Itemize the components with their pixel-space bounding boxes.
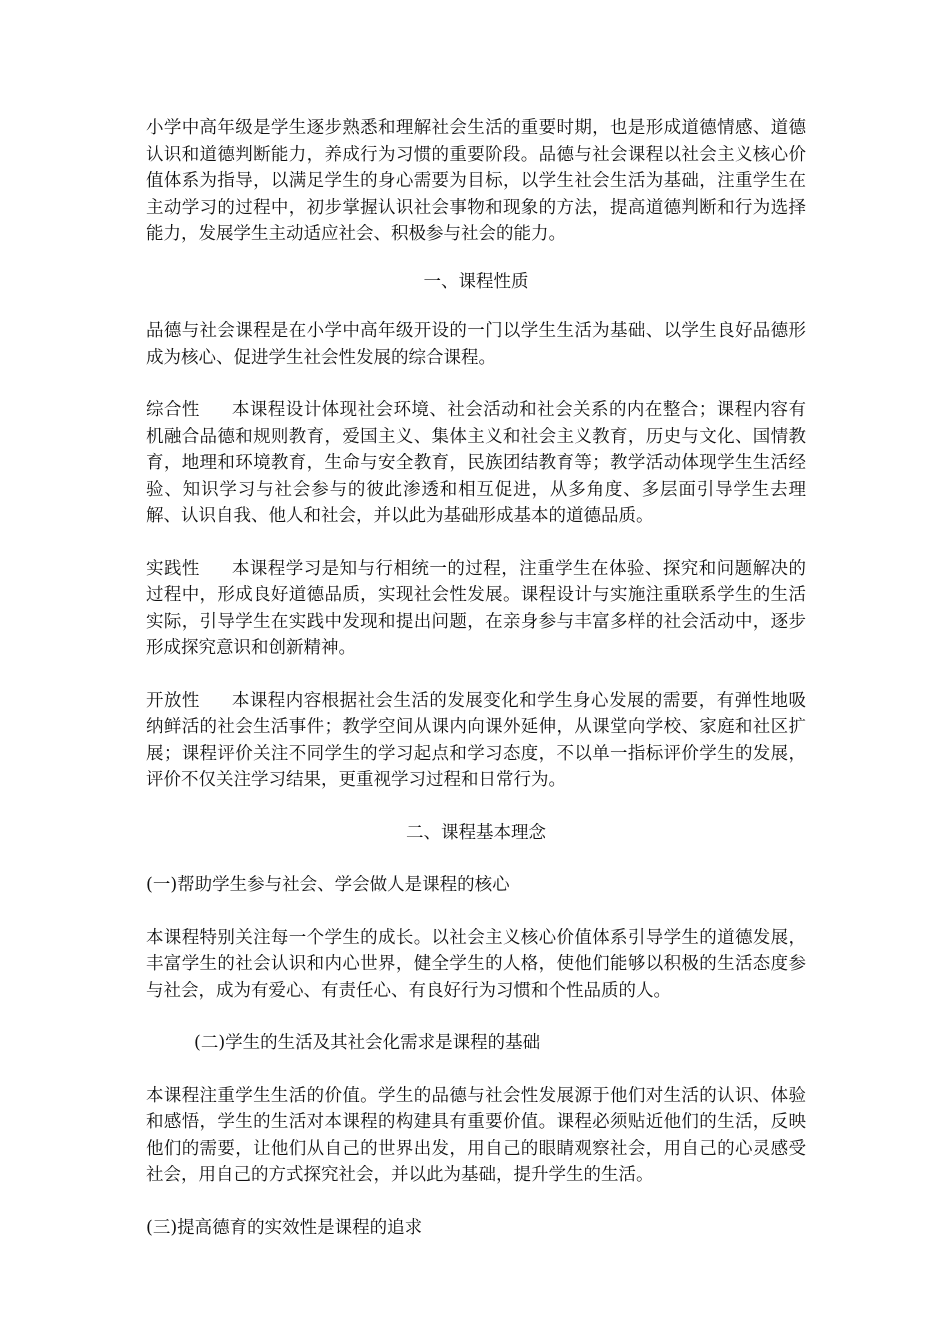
trait-paragraph-open — [146, 688, 806, 794]
trait-text: 本课程内容根据社会生活的发展变化和学生身心发展的需要，有弹性地吸纳鲜活的社会生活事件；教学空间从课内向课外延伸，从课堂向学校、家庭和社区扩展；课程评价关注不同学生的学习起点和学习态度，不以单一指标评价学生的发展，评价不仅关注学习结果，更重视学习过程和日常行为。 — [146, 690, 807, 790]
subheading-pursuit: (三)提高德育的实效性是课程的追求 — [146, 1217, 423, 1238]
trait-name: 实践性 — [146, 558, 200, 579]
trait-text: 本课程设计体现社会环境、社会活动和社会关系的内在整合；课程内容有机融合品德和规则教育，爱国主义、集体主义和社会主义教育，历史与文化、国情教育，地理和环境教育，生命与安全教育，民族团结教育等；教学活动体现学生生活经验、知识学习与社会参与的彼此渗透和相互促进，从多角度、多层面引导学生去理解、认识自我、他人和社会，并以此为基础形成基本的道德品质。 — [146, 400, 807, 526]
trait-name: 综合性 — [146, 400, 200, 420]
trait-paragraph-comprehensive — [146, 397, 806, 530]
section-heading-nature: 一、课程性质 — [423, 271, 529, 292]
subheading-foundation: (二)学生的生活及其社会化需求是课程的基础 — [194, 1033, 541, 1053]
intro-paragraph: 小学中高年级是学生逐步熟悉和理解社会生活的重要时期，也是形成道德情感、道德认识和道德判断能力，养成行为习惯的重要阶段。品德与社会课程以社会主义核心价值体系为指导，以满足学生的身心需要为目标，以学生社会生活为基础，注重学生在主动学习的过程中，初步掌握认识社会事物和现象的方法，提高道德判断和行为选择能力，发展学生主动适应社会、积极参与社会的能力。 — [146, 118, 806, 244]
trait-name: 开放性 — [146, 690, 200, 711]
trait-text: 本课程学习是知与行相统一的过程，注重学生在体验、探究和问题解决的过程中，形成良好道德品质，实现社会性发展。课程设计与实施注重联系学生的生活实际，引导学生在实践中发现和提出问题，在亲身参与丰富多样的社会活动中，逐步形成探究意识和创新精神。 — [146, 558, 807, 658]
subheading-core: (一)帮助学生参与社会、学会做人是课程的核心 — [146, 875, 510, 895]
paragraph-core: 本课程特别关注每一个学生的成长。以社会主义核心价值体系引导学生的道德发展，丰富学生的社会认识和内心世界，健全学生的人格，使他们能够以积极的生活态度参与社会，成为有爱心、有责任心、有良好行为习惯和个性品质的人。 — [146, 927, 806, 1001]
section-heading-ideas: 二、课程基本理念 — [406, 822, 546, 843]
definition-paragraph: 品德与社会课程是在小学中高年级开设的一门以学生生活为基础、以学生良好品德形成为核心、促进学生社会性发展的综合课程。 — [146, 321, 806, 368]
trait-paragraph-practical — [146, 556, 806, 662]
paragraph-foundation: 本课程注重学生生活的价值。学生的品德与社会性发展源于他们对生活的认识、体验和感悟，学生的生活对本课程的构建具有重要价值。课程必须贴近他们的生活，反映他们的需要，让他们从自己的世界出发，用自己的眼睛观察社会，用自己的心灵感受社会，用自己的方式探究社会，并以此为基础，提升学生的生活。 — [146, 1085, 806, 1185]
document-page — [146, 0, 806, 1241]
